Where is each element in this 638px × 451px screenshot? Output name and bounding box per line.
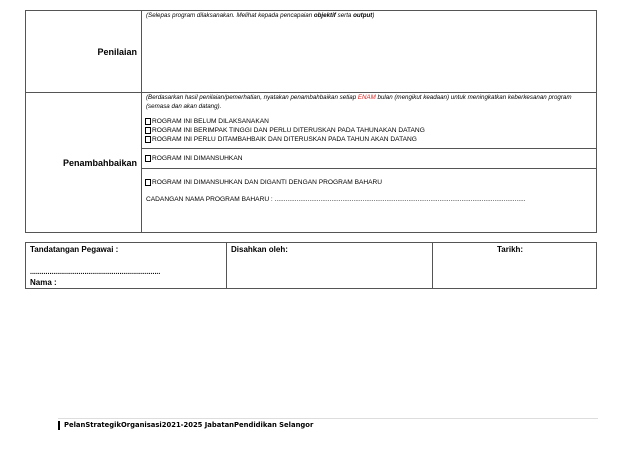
page-footer: PelanStrategikOrganisasi2021-2025 JabatanPendidikan Selangor (58, 421, 313, 430)
checkbox-icon[interactable] (145, 155, 151, 162)
disahkan-cell[interactable] (227, 243, 433, 289)
tandatangan-label: Tandatangan Pegawai : (30, 245, 119, 254)
checkbox-icon[interactable] (145, 179, 151, 186)
cadangan-nama-program[interactable]: CADANGAN NAMA PROGRAM BAHARU : ......................................................................................................................................... (146, 196, 526, 203)
option-dimansuhkan[interactable]: ROGRAM INI DIMANSUHKAN (142, 154, 243, 163)
option-ditambahbaik[interactable]: ROGRAM INI PERLU DITAMBAHBAIK DAN DITERUSKAN PADA TAHUN AKAN DATANG (142, 135, 596, 144)
signature-table (25, 242, 597, 289)
footer-divider (58, 418, 598, 419)
tarikh-cell[interactable] (433, 243, 597, 289)
option-diganti[interactable]: ROGRAM INI DIMANSUHKAN DAN DIGANTI DENGAN PROGRAM BAHARU (142, 178, 596, 187)
penambahbaikan-label: Penambahbaikan (26, 93, 142, 233)
checkbox-icon[interactable] (145, 127, 151, 134)
checkbox-icon[interactable] (145, 136, 151, 143)
penambahbaikan-note: (Berdasarkan hasil penilaian/pemerhatian, nyatakan penambahbaikan setiap ENAM bulan (mengikut keadaan) untuk meningkatkan keberkesanan program (semasa dan akan datang). (146, 94, 572, 110)
tarikh-label: Tarikh: (497, 245, 524, 254)
checkbox-icon[interactable] (145, 118, 151, 125)
penilaian-label: Penilaian (26, 11, 142, 93)
tandatangan-cell[interactable] (26, 243, 227, 289)
penilaian-note: (Selepas program dilaksanakan. Melihat kepada pencapaian objektif serta output) (146, 12, 375, 19)
nama-label: Nama : (30, 278, 57, 287)
penambahbaikan-cell (142, 93, 597, 233)
option-belum-dilaksanakan[interactable]: ROGRAM INI BELUM DILAKSANAKAN (142, 117, 596, 126)
penilaian-cell[interactable] (142, 11, 597, 93)
disahkan-label: Disahkan oleh: (231, 245, 288, 254)
signature-dots: ................................................................... (30, 269, 161, 276)
option-berimpak-tinggi[interactable]: ROGRAM INI BERIMPAK TINGGI DAN PERLU DITERUSKAN PADA TAHUNAKAN DATANG (142, 126, 596, 135)
evaluation-table (25, 10, 597, 233)
